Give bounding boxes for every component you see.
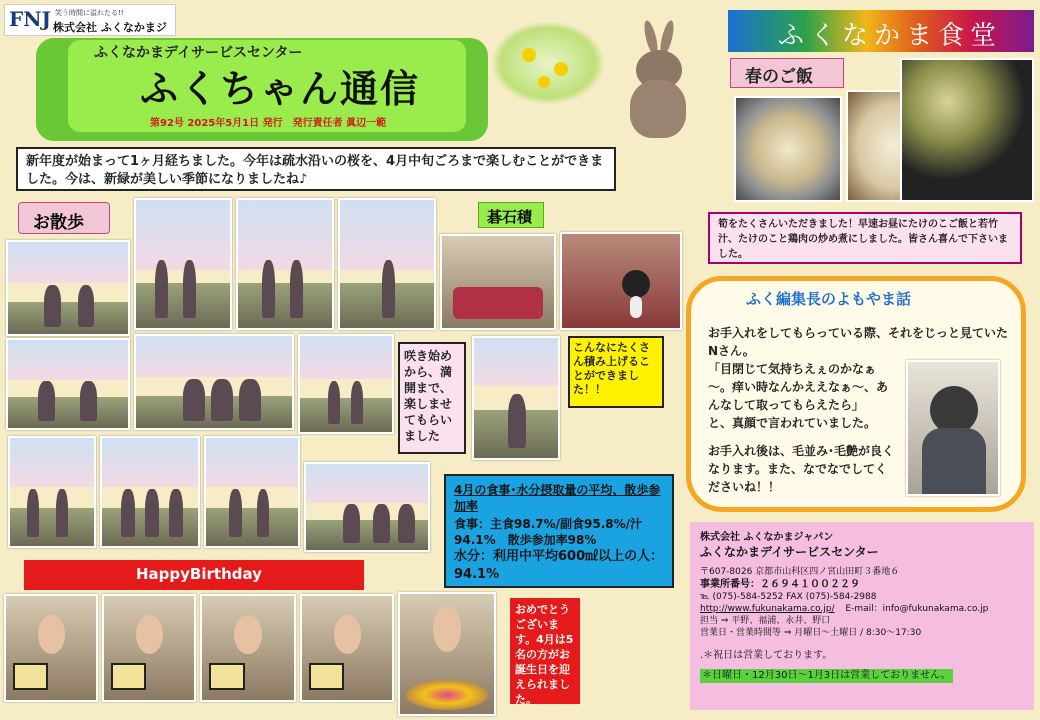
contact-box [690, 522, 1034, 710]
editor-quote: 「目閉じて気持ちえぇのかなぁ～。痒い時なんかええなぁ～、あんなして取ってもらえたら」 [708, 362, 889, 412]
go-label: 碁石積 [478, 202, 544, 228]
logo-mark: FNJ [9, 7, 51, 31]
issue-line: 第92号 2025年5月1日 発行 発行責任者 眞辺一範 [150, 118, 387, 129]
contact-company: 株式会社 ふくなかまジャパン [700, 532, 834, 543]
newsletter-title: ふくちゃん通信 [140, 67, 421, 111]
contact-center: ふくなかまデイサービスセンター [700, 545, 879, 559]
stats-water: 水分：利用中平均600㎖以上の人：94.1% [454, 549, 664, 582]
cafeteria-title: ふくなかま食堂 [778, 21, 1003, 51]
walk-photo [6, 240, 130, 336]
contact-office-no: 事業所番号：２６９４１００２２９ [700, 579, 860, 590]
food-photo-dishes [900, 58, 1034, 202]
go-photo [560, 232, 682, 330]
walk-photo [6, 338, 130, 430]
birthday-photo [200, 594, 296, 702]
stats-title: 4月の食事･水分摂取量の平均、散歩参加率 [454, 483, 661, 513]
go-bubble: こんなにたくさん積み上げることができました！！ [568, 336, 664, 408]
contact-staff: 担当 ⇒ 平野、福浦、永井、野口 [700, 616, 831, 626]
intro-text: 新年度が始まって1ヶ月経ちました。今年は疏水沿いの桜を、4月中旬ごろまで楽しむことができました。今は、新緑が美しい季節になりましたね♪ [26, 154, 604, 187]
stats-box [444, 474, 674, 588]
contact-address: 〒607-8026 京都市山科区四ノ宮山田町３番地６ [700, 567, 900, 577]
walk-photo [298, 334, 394, 434]
contact-tel: ℡ (075)-584-5252 FAX (075)-584-2988 [700, 592, 877, 602]
dandelion-image [492, 22, 604, 104]
editor-p1: お手入れをしてもらっている際、それをじっと見ていたNさん。 [708, 326, 1009, 358]
birthday-photo [4, 594, 98, 702]
closed-note: ＊日曜日・12月30日～1月3日は営業しておりません。 [702, 670, 951, 681]
food-photo-bamboo [734, 96, 842, 202]
walk-photo [338, 198, 436, 330]
sakura-bubble: 咲き始めから、満開まで、楽しませてもらいました [398, 342, 466, 454]
walk-photo [100, 436, 200, 548]
walk-photo [8, 436, 96, 548]
walk-photo [134, 334, 294, 430]
birthday-photo [300, 594, 394, 702]
walk-photo [304, 462, 430, 552]
editor-p3: お手入れ後は、毛並み･毛艶が良くなります。また、なでなでしてくださいね！！ [708, 444, 895, 494]
cafeteria-banner [728, 10, 1034, 52]
logo-company: 株式会社 ふくなかまジ [53, 21, 167, 34]
rabbit-image [612, 20, 696, 140]
walk-label: お散歩 [18, 202, 110, 234]
stats-meal: 食事：主食98.7%/副食95.8%/汁94.1% 散歩参加率98% [454, 517, 643, 547]
contact-hours: 営業日・営業時間等 ⇒ 月曜日～土曜日 / 8:30～17:30 [700, 628, 922, 638]
center-name: ふくなかまデイサービスセンター [94, 45, 303, 61]
website-link[interactable]: http://www.fukunakama.co.jp/ [700, 604, 835, 614]
birthday-photo [102, 594, 196, 702]
go-photo [440, 234, 556, 330]
birthday-banner: HappyBirthday [24, 560, 364, 590]
holiday-open-note: .＊祝日は営業しております。 [700, 650, 833, 661]
contact-email: E-mail：info@fukunakama.co.jp [845, 604, 989, 614]
cafeteria-note: 筍をたくさんいただきました！早速お昼にたけのこご飯と若竹汁、たけのこと鶏肉の炒め煮にしました。皆さん喜んで下さいました。 [708, 212, 1022, 264]
go-photo [472, 336, 560, 460]
walk-photo [236, 198, 334, 330]
walk-photo [204, 436, 300, 548]
birthday-bubble: おめでとうございます。4月は5名の方がお誕生日を迎えられました。 [510, 598, 580, 704]
spring-meal-label: 春のご飯 [730, 58, 844, 88]
editor-title: ふく編集長のよもやま話 [746, 290, 912, 308]
editor-photo [906, 360, 1000, 496]
logo-tagline: 笑う時間に溢れたる!! [55, 9, 124, 17]
company-logo [4, 4, 176, 36]
intro-box [16, 147, 616, 191]
editor-p2: と、真顔で言われていました。 [708, 416, 877, 430]
walk-photo [134, 198, 232, 330]
birthday-photo [398, 592, 496, 716]
